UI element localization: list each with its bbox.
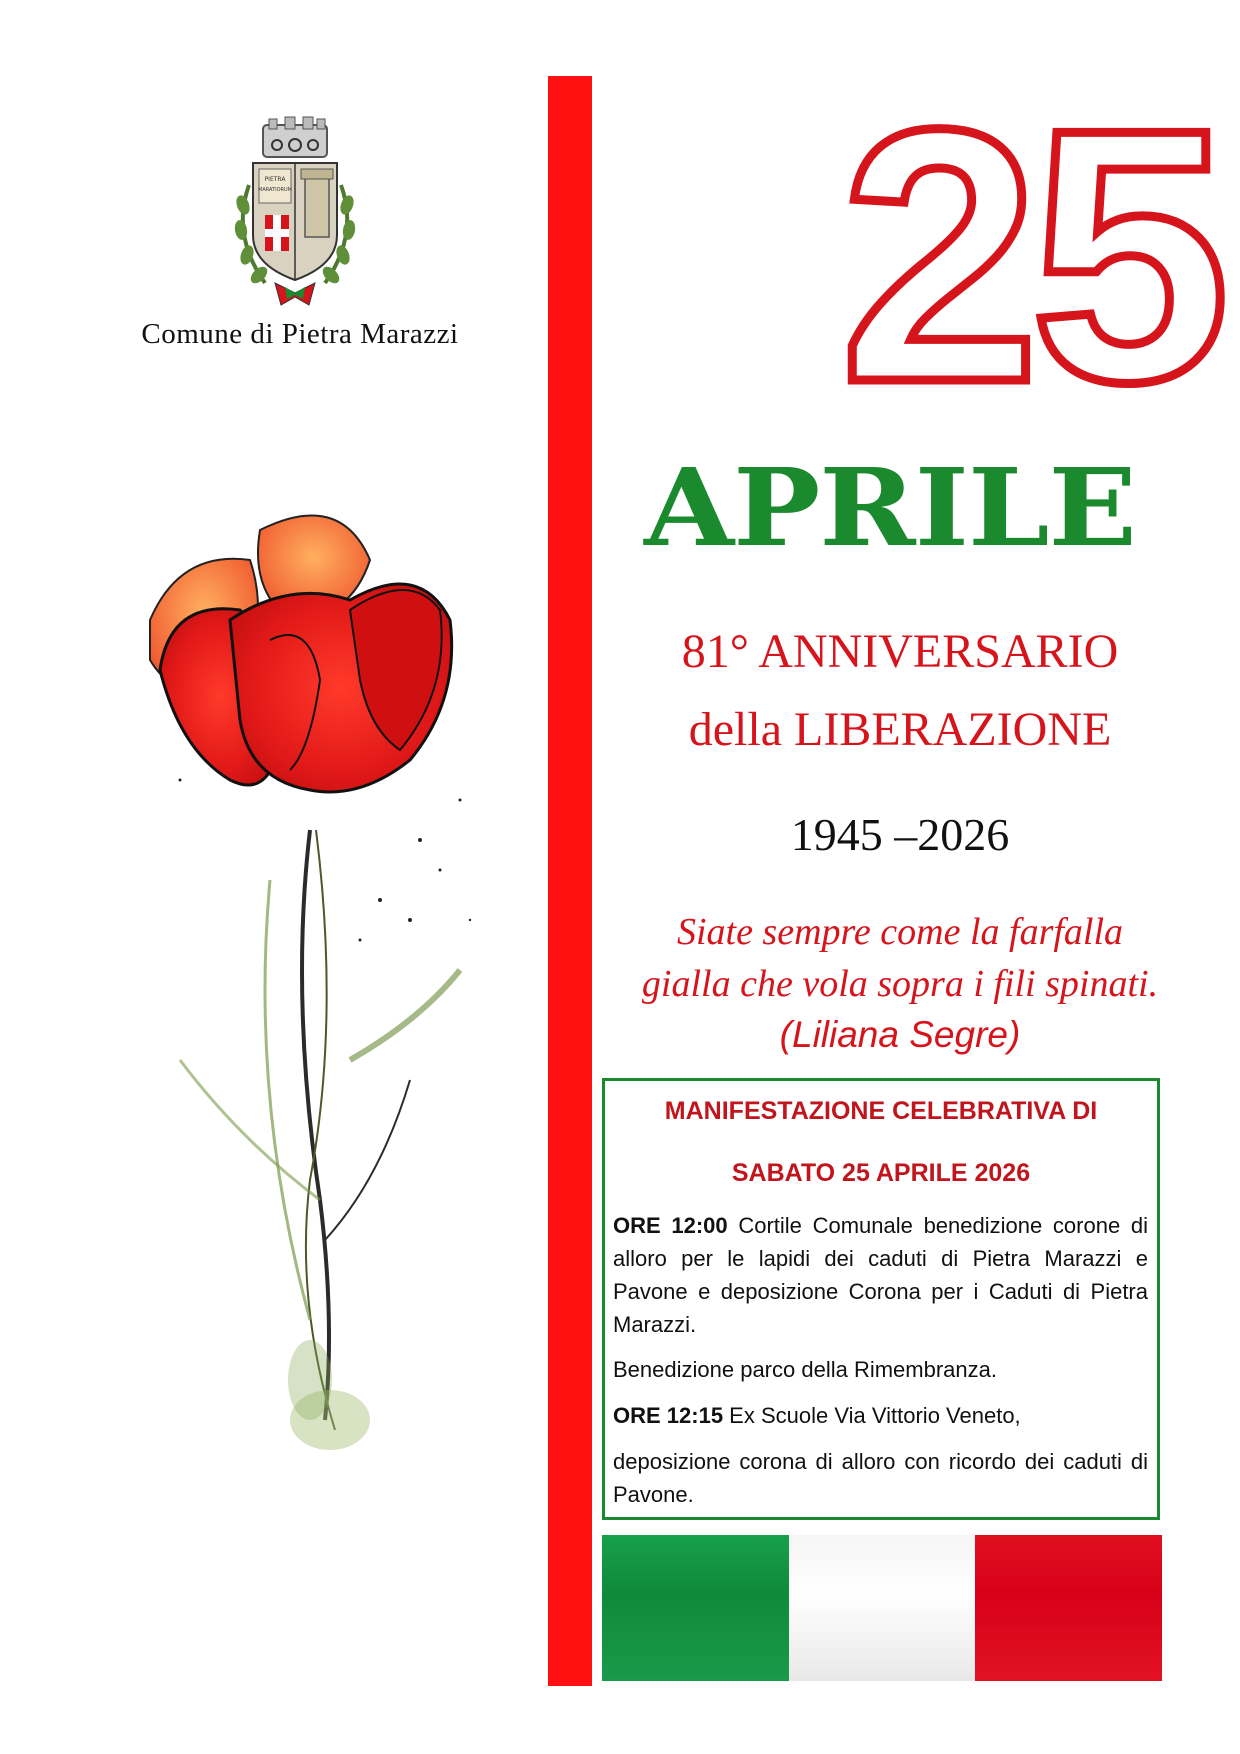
event-item-1-text: Cortile Comunale benedizione corone di alloro per le lapidi dei caduti di Pietra Marazzi e Pavone e deposizione Corona per i Caduti di Pietra Marazzi. <box>613 1213 1148 1337</box>
event-item-3-time: ORE 12:15 <box>613 1403 724 1428</box>
years-range: 1945 –2026 <box>790 809 1010 860</box>
red-vertical-bar <box>548 76 592 1686</box>
flag-green-stripe <box>602 1535 789 1681</box>
event-item-2: Benedizione parco della Rimembranza. <box>613 1357 997 1382</box>
event-item-1 <box>613 1209 1148 1341</box>
day-number-text: 25 <box>839 55 1221 457</box>
italian-flag <box>602 1535 1162 1681</box>
event-item-3-text: Ex Scuole Via Vittorio Veneto, <box>723 1403 1021 1428</box>
event-item-3 <box>613 1399 1148 1432</box>
quote-line-2: gialla che vola sopra i fili spinati. <box>641 963 1159 1005</box>
event-item-4: deposizione corona di alloro con ricordo dei caduti di Pavone. <box>613 1449 1148 1507</box>
event-title-1: MANIFESTAZIONE CELEBRATIVA DI <box>664 1097 1098 1125</box>
month-title: APRILE <box>644 445 1136 571</box>
event-box <box>602 1078 1160 1520</box>
svg-text:PIETRA: PIETRA <box>264 176 286 183</box>
day-number <box>839 55 1221 457</box>
flag-white-stripe <box>789 1535 976 1681</box>
event-item-1-time: ORE 12:00 <box>613 1213 728 1238</box>
flag-red-stripe <box>975 1535 1162 1681</box>
svg-text:MARATIORUM: MARATIORUM <box>258 187 292 193</box>
poppy-illustration <box>120 500 520 1480</box>
event-title-2: SABATO 25 APRILE 2026 <box>731 1159 1031 1187</box>
quote-author: (Liliana Segre) <box>779 1014 1021 1055</box>
quote-line-1: Siate sempre come la farfalla <box>676 911 1124 953</box>
anniversary-line-2: della LIBERAZIONE <box>688 703 1112 756</box>
coat-of-arms-icon <box>225 115 365 315</box>
comune-name: Comune di Pietra Marazzi <box>141 318 459 350</box>
anniversary-line-1: 81° ANNIVERSARIO <box>681 625 1119 678</box>
